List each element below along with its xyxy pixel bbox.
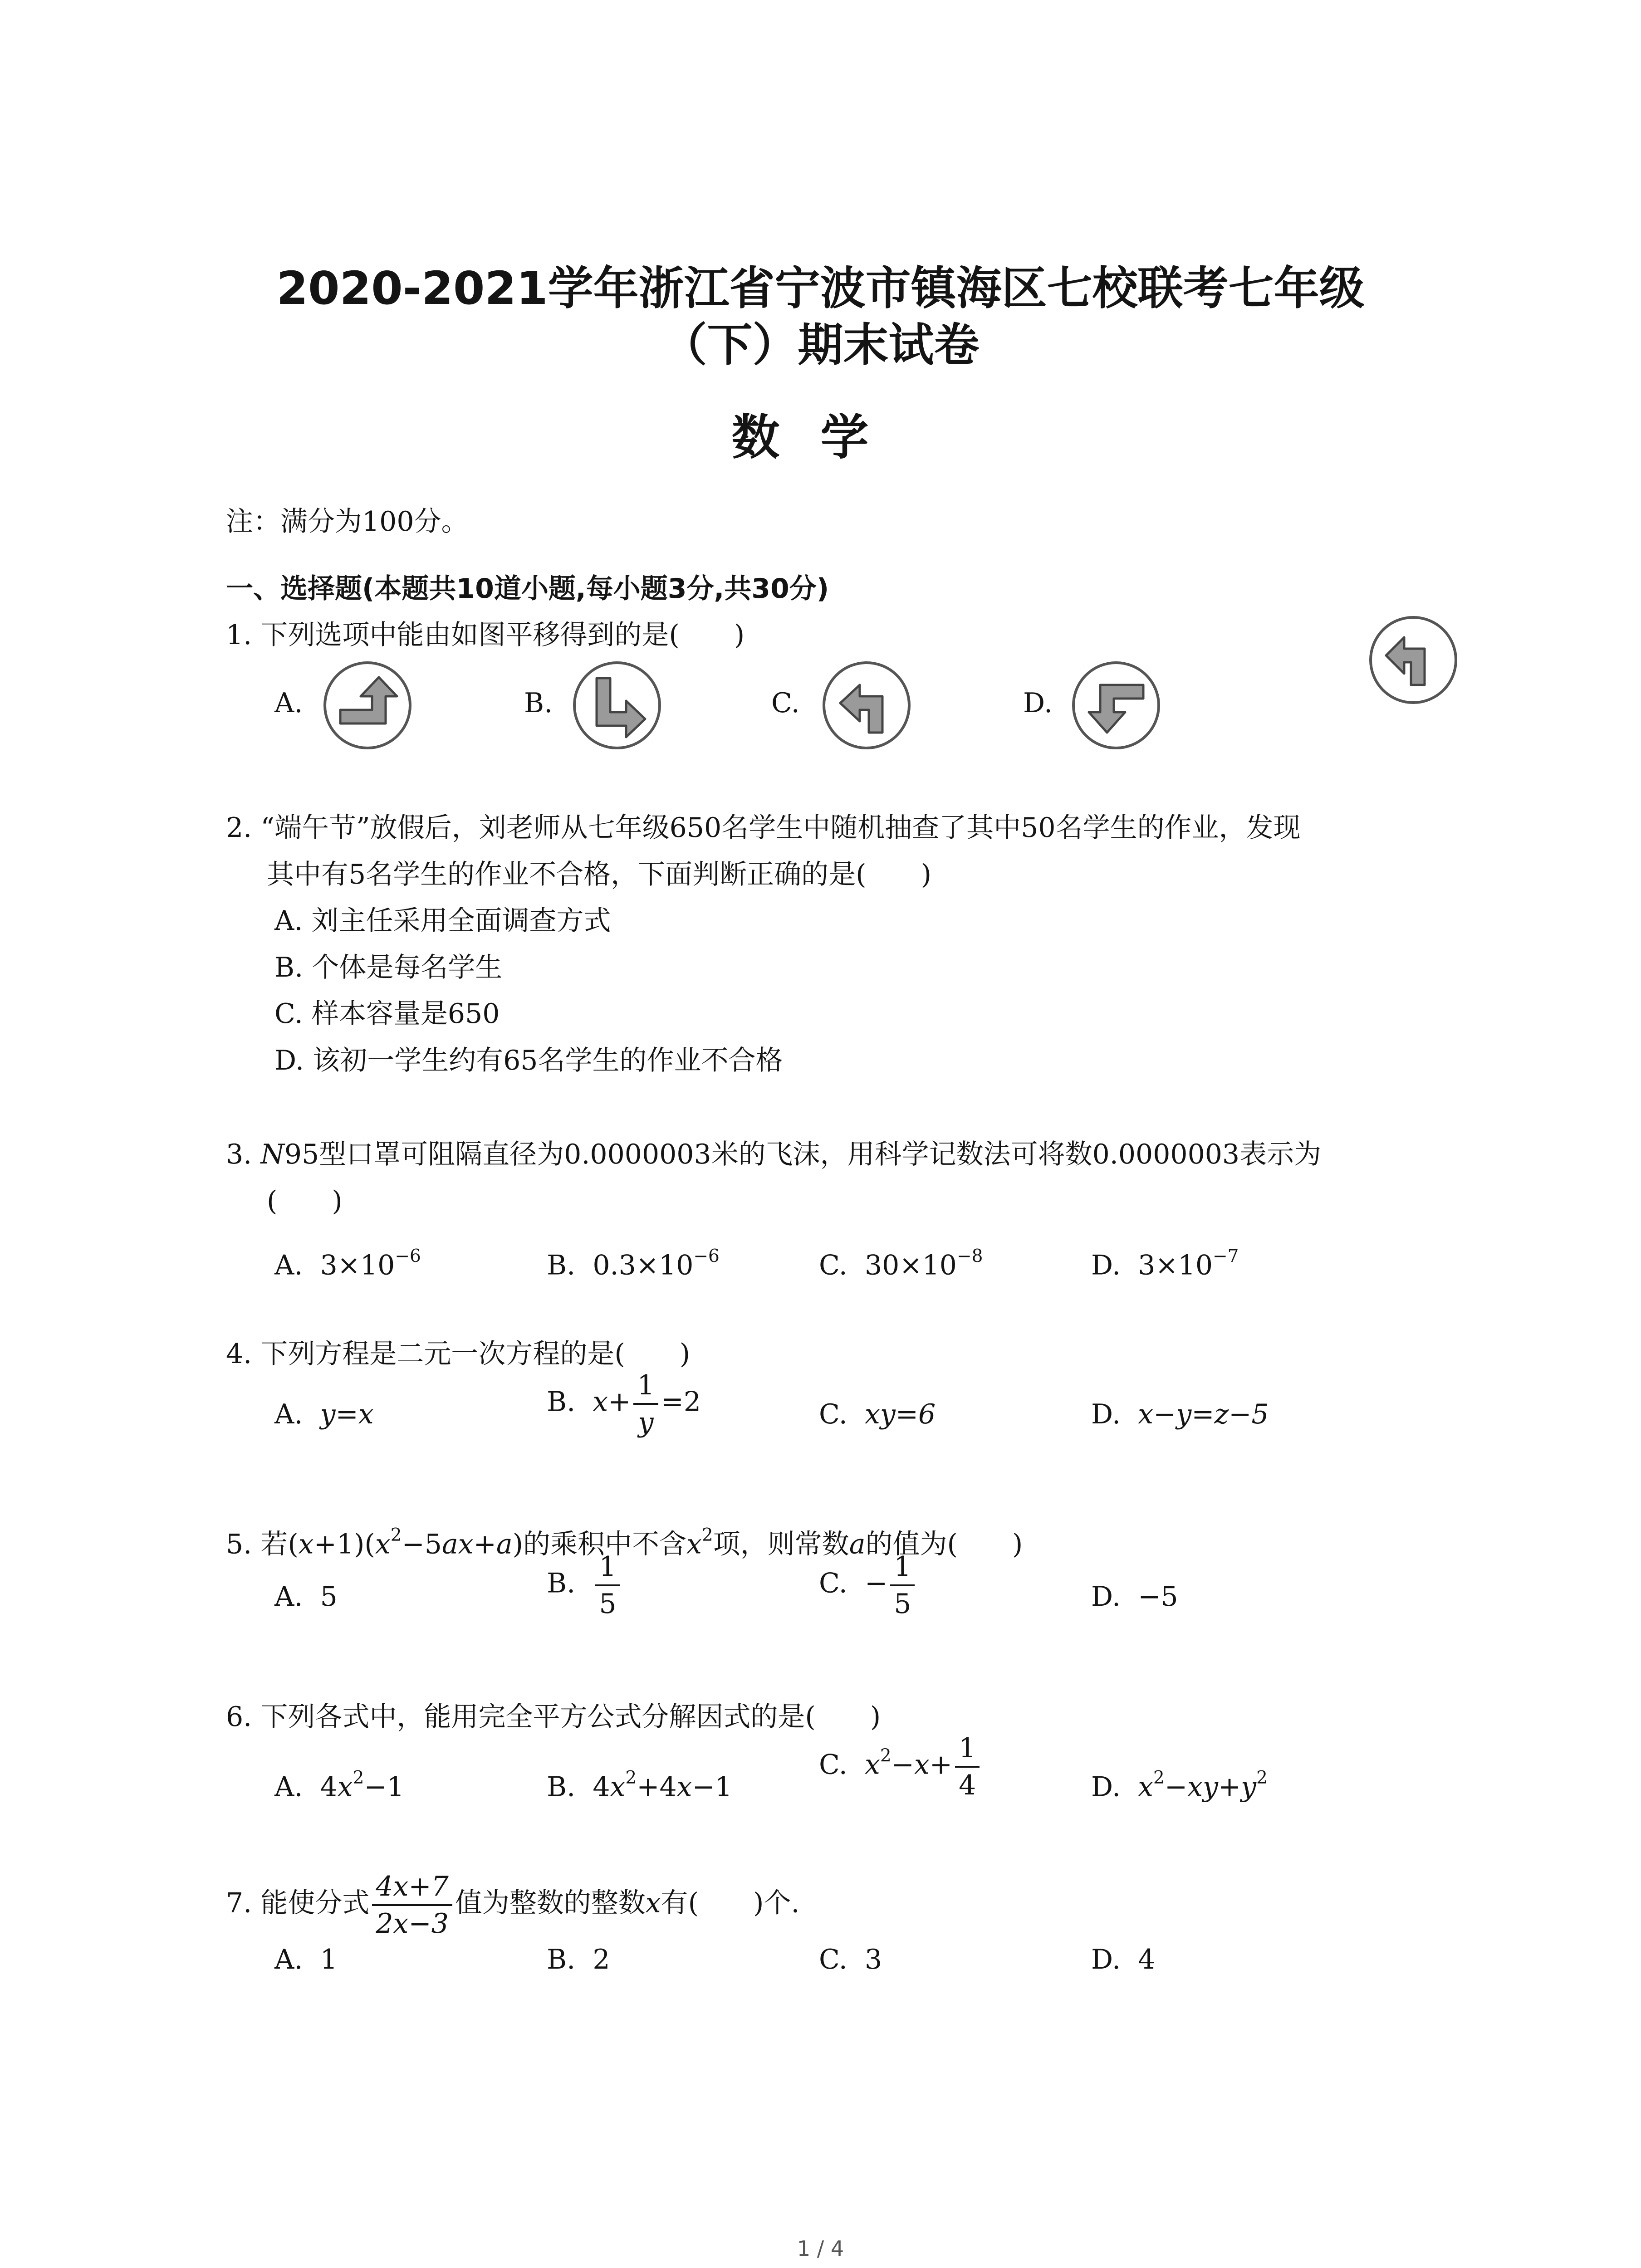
question-6-stem: 6. 下列各式中，能用完全平方公式分解因式的是( ) bbox=[226, 1701, 881, 1733]
q1-option-b-label: B. bbox=[524, 687, 553, 719]
q3-option-c: C. $30\times 10^{-8}$ bbox=[819, 1246, 983, 1281]
q4-option-c: C. xy=6 bbox=[819, 1398, 936, 1430]
q3-option-a: A. $3\times 10^{-6}$ bbox=[274, 1246, 421, 1281]
score-note: 注：满分为100分。 bbox=[226, 506, 469, 538]
question-5-stem: 5. 若$(x+1)(x^2-5ax+a)$的乘积中不含$x^2$项，则常数a的值为( ) bbox=[226, 1525, 1023, 1560]
question-7-stem: 7. 能使分式 $\frac{4x+7}{2x-3}$ 值为整数的整数x有( )个. bbox=[226, 1869, 800, 1941]
q5-option-b: B. $\frac{1}{5}$ bbox=[547, 1549, 623, 1622]
arrow-down-left-icon bbox=[1071, 660, 1161, 751]
q2-option-c: C. 样本容量是650 bbox=[274, 998, 500, 1030]
q4-option-d: D. x−y=z−5 bbox=[1091, 1398, 1269, 1430]
arrow-up-icon bbox=[322, 660, 413, 751]
q7-fraction: $\frac{4x+7}{2x-3}$ bbox=[372, 1869, 452, 1941]
arrow-down-right-icon bbox=[572, 660, 662, 751]
question-2-stem-line1: 2. “端午节”放假后，刘老师从七年级650名学生中随机抽查了其中50名学生的作业，发现 bbox=[226, 812, 1301, 844]
exam-title-line1: 2020-2021学年浙江省宁波市镇海区七校联考七年级 bbox=[276, 262, 1365, 315]
q3-option-d: D. $3\times 10^{-7}$ bbox=[1091, 1246, 1239, 1281]
q1-option-a-label: A. bbox=[274, 687, 303, 719]
q7-option-a: A. 1 bbox=[274, 1944, 338, 1975]
q7-option-c: C. 3 bbox=[819, 1944, 882, 1975]
q5-option-c-fraction: $\frac{1}{5}$ bbox=[890, 1549, 915, 1622]
q2-option-b: B. 个体是每名学生 bbox=[274, 952, 503, 983]
q3-option-b: B. $0.3\times 10^{-6}$ bbox=[547, 1246, 720, 1281]
question-3-stem-line2: ( ) bbox=[267, 1185, 343, 1217]
question-4-stem: 4. 下列方程是二元一次方程的是( ) bbox=[226, 1338, 691, 1370]
q1-option-c-label: C. bbox=[771, 687, 800, 719]
exam-title-line2: （下）期末试卷 bbox=[661, 318, 980, 371]
q5-option-c: C. − $\frac{1}{5}$ bbox=[819, 1549, 917, 1622]
q5-option-d: D. −5 bbox=[1091, 1581, 1178, 1613]
question-1-stem: 1. 下列选项中能由如图平移得到的是( ) bbox=[226, 619, 745, 651]
section-heading: 一、选择题(本题共10道小题,每小题3分,共30分) bbox=[226, 573, 829, 605]
page-number: 1 / 4 bbox=[797, 2236, 844, 2261]
arrow-up-left-icon bbox=[821, 660, 912, 751]
q2-option-d: D. 该初一学生约有65名学生的作业不合格 bbox=[274, 1045, 783, 1076]
subject-title: 数学 bbox=[731, 410, 910, 465]
q6-option-b: B. $4x^2+4x-1$ bbox=[547, 1768, 732, 1803]
q4-option-a: A. y=x bbox=[274, 1398, 374, 1430]
q7-option-b: B. 2 bbox=[547, 1944, 610, 1975]
q5-option-a: A. 5 bbox=[274, 1581, 338, 1613]
q4-option-b: B. x+ $\frac{1}{y}$ =2 bbox=[547, 1368, 701, 1440]
q4-option-b-fraction: $\frac{1}{y}$ bbox=[633, 1368, 658, 1440]
q5-option-b-fraction: $\frac{1}{5}$ bbox=[595, 1549, 620, 1622]
question-3-stem-line1: 3. N95型口罩可阻隔直径为0.0000003米的飞沫，用科学记数法可将数0.0000003表示为 bbox=[226, 1139, 1322, 1170]
q7-option-d: D. 4 bbox=[1091, 1944, 1156, 1975]
arrow-up-left-icon bbox=[1368, 615, 1459, 705]
q6-option-c-fraction: $\frac{1}{4}$ bbox=[955, 1730, 980, 1803]
question-2-stem-line2: 其中有5名学生的作业不合格，下面判断正确的是( ) bbox=[267, 859, 931, 890]
q1-option-d-label: D. bbox=[1023, 687, 1053, 719]
q6-option-d: D. $x^2-xy+y^2$ bbox=[1091, 1768, 1268, 1803]
q2-option-a: A. 刘主任采用全面调查方式 bbox=[274, 905, 611, 937]
q6-option-c: C. $x^2-x+$ $\frac{1}{4}$ bbox=[819, 1730, 982, 1803]
q6-option-a: A. $4x^2-1$ bbox=[274, 1768, 404, 1803]
